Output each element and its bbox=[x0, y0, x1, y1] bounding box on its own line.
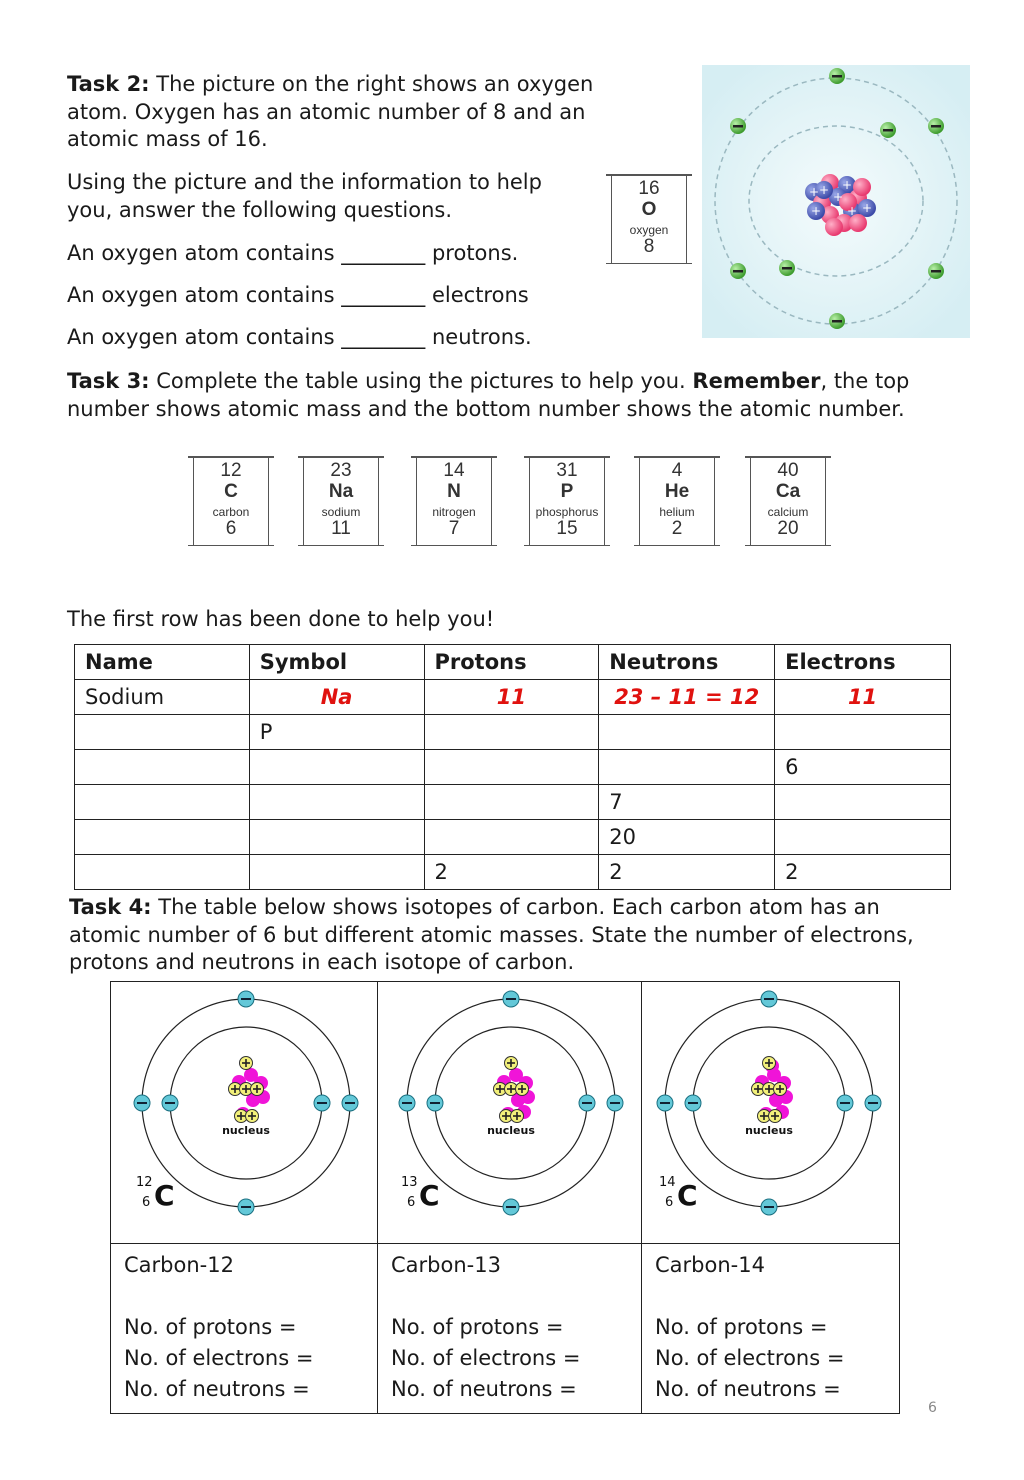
cell-symbol: Na bbox=[249, 680, 424, 715]
electron-icon bbox=[503, 1199, 519, 1215]
table-row bbox=[75, 785, 951, 820]
neutrons-label[interactable]: No. of neutrons = bbox=[655, 1377, 841, 1401]
task4-text: The table below shows isotopes of carbon. Each carbon atom has an atomic number of 6 but different atomic masses. State the number of electrons, protons and neutrons in each isotope of carbon. bbox=[69, 895, 914, 974]
cell-symbol[interactable] bbox=[249, 820, 424, 855]
task2-question-electrons: An oxygen atom contains ________ electrons bbox=[67, 283, 529, 307]
tile-symbol: He bbox=[664, 481, 690, 502]
cell-electrons[interactable]: 6 bbox=[775, 750, 951, 785]
cell-protons: 11 bbox=[424, 680, 599, 715]
svg-text:+: + bbox=[841, 178, 853, 192]
cell-neutrons: 23 – 11 = 12 bbox=[599, 680, 775, 715]
electron-icon bbox=[685, 1095, 701, 1111]
nucleus-label: nucleus bbox=[222, 1124, 270, 1137]
proton-icon bbox=[246, 1110, 259, 1123]
cell-protons[interactable] bbox=[424, 820, 599, 855]
task2-question-neutrons: An oxygen atom contains ________ neutrons. bbox=[67, 325, 532, 349]
task2-heading: Task 2: bbox=[67, 72, 150, 96]
cell-symbol[interactable]: P bbox=[249, 715, 424, 750]
isotope-table bbox=[110, 981, 900, 1414]
svg-text:+: + bbox=[808, 185, 820, 199]
proton-icon bbox=[769, 1110, 782, 1123]
electron-icon bbox=[761, 991, 777, 1007]
element-tile-nitrogen bbox=[416, 456, 492, 546]
electron-icon bbox=[314, 1095, 330, 1111]
isotope-mass-number: 13 bbox=[401, 1175, 418, 1190]
task4-instructions bbox=[69, 894, 949, 977]
cell-electrons[interactable]: 2 bbox=[775, 855, 951, 890]
tile-number: 20 bbox=[777, 518, 799, 539]
carbon-12-diagram bbox=[131, 990, 361, 1235]
electrons-label[interactable]: No. of electrons = bbox=[655, 1346, 845, 1370]
tile-number: 6 bbox=[225, 518, 237, 539]
tile-symbol: N bbox=[447, 481, 461, 502]
nucleus-label: nucleus bbox=[487, 1124, 535, 1137]
electrons-label[interactable]: No. of electrons = bbox=[391, 1346, 581, 1370]
svg-text:+: + bbox=[818, 183, 830, 197]
isotope-mass-number: 12 bbox=[136, 1175, 153, 1190]
task2-intro-text: The picture on the right shows an oxygen atom. Oxygen has an atomic number of 8 and an atomic mass of 16. bbox=[67, 72, 594, 151]
electron-icon bbox=[399, 1095, 415, 1111]
task3-text1: Complete the table using the pictures to help you. bbox=[149, 369, 693, 393]
task3-heading: Task 3: bbox=[67, 369, 150, 393]
electron-icon bbox=[162, 1095, 178, 1111]
svg-text:+: + bbox=[810, 204, 822, 218]
task2-instruction: Using the picture and the information to help you, answer the following questions. bbox=[67, 170, 542, 222]
cell-electrons: 11 bbox=[775, 680, 951, 715]
protons-label[interactable]: No. of protons = bbox=[391, 1315, 564, 1339]
isotope-mass-number: 14 bbox=[659, 1175, 676, 1190]
isotope-cell-carbon-13 bbox=[391, 1250, 580, 1405]
cell-symbol[interactable] bbox=[249, 750, 424, 785]
cell-name[interactable] bbox=[75, 855, 250, 890]
neutrons-label[interactable]: No. of neutrons = bbox=[391, 1377, 577, 1401]
header-protons: Protons bbox=[424, 645, 599, 680]
electron-icon bbox=[837, 1095, 853, 1111]
element-tile-phosphorus bbox=[529, 456, 605, 546]
proton-icon bbox=[505, 1057, 518, 1070]
tile-mass: 23 bbox=[330, 460, 352, 481]
tile-mass: 40 bbox=[777, 460, 799, 481]
svg-text:+: + bbox=[832, 190, 844, 204]
tile-symbol: C bbox=[224, 481, 238, 502]
tile-name: phosphorus bbox=[535, 505, 599, 519]
table-row bbox=[75, 750, 951, 785]
tile-symbol: O bbox=[641, 199, 657, 220]
task2-question-protons: An oxygen atom contains ________ protons. bbox=[67, 241, 519, 265]
proton-icon bbox=[251, 1083, 264, 1096]
oxygen-element-tile bbox=[611, 174, 687, 264]
isotope-symbol: C bbox=[154, 1179, 175, 1212]
cell-name[interactable] bbox=[75, 750, 250, 785]
cell-name[interactable] bbox=[75, 785, 250, 820]
electron-icon bbox=[427, 1095, 443, 1111]
cell-protons[interactable]: 2 bbox=[424, 855, 599, 890]
cell-symbol[interactable] bbox=[249, 785, 424, 820]
proton-icon bbox=[763, 1057, 776, 1070]
tile-mass: 14 bbox=[443, 460, 465, 481]
cell-electrons[interactable] bbox=[775, 820, 951, 855]
task3-instructions bbox=[67, 368, 947, 423]
proton-icon bbox=[516, 1083, 529, 1096]
tile-mass: 12 bbox=[220, 460, 242, 481]
tile-number: 2 bbox=[671, 518, 683, 539]
electron-icon bbox=[238, 991, 254, 1007]
task3-text2: , the top number shows atomic mass and the bottom number shows the atomic number. bbox=[67, 369, 910, 421]
tile-name: carbon bbox=[212, 505, 250, 519]
protons-label[interactable]: No. of protons = bbox=[124, 1315, 297, 1339]
header-symbol: Symbol bbox=[249, 645, 424, 680]
neutrons-label[interactable]: No. of neutrons = bbox=[124, 1377, 310, 1401]
cell-neutrons[interactable] bbox=[599, 715, 775, 750]
table-row bbox=[75, 820, 951, 855]
protons-label[interactable]: No. of protons = bbox=[655, 1315, 828, 1339]
header-name: Name bbox=[75, 645, 250, 680]
tile-symbol: P bbox=[560, 481, 574, 502]
isotope-symbol: C bbox=[419, 1179, 440, 1212]
element-tile-carbon bbox=[193, 456, 269, 546]
tile-mass: 16 bbox=[638, 178, 660, 199]
proton-icon bbox=[511, 1110, 524, 1123]
nucleus-label: nucleus bbox=[745, 1124, 793, 1137]
task4-heading: Task 4: bbox=[69, 895, 152, 919]
task2-intro bbox=[67, 71, 607, 154]
svg-text:+: + bbox=[861, 201, 873, 215]
isotope-title: Carbon-13 bbox=[391, 1253, 501, 1277]
tile-number: 8 bbox=[643, 236, 655, 257]
tile-name: oxygen bbox=[629, 223, 669, 237]
cell-symbol[interactable] bbox=[249, 855, 424, 890]
isotope-cell-carbon-12 bbox=[124, 1250, 313, 1405]
isotope-title: Carbon-12 bbox=[124, 1253, 234, 1277]
proton-icon bbox=[774, 1083, 787, 1096]
oxygen-atom-diagram bbox=[702, 65, 970, 338]
cell-name[interactable] bbox=[75, 820, 250, 855]
task3-note: The first row has been done to help you! bbox=[67, 607, 495, 631]
tile-symbol: Na bbox=[328, 481, 354, 502]
table-row bbox=[75, 715, 951, 750]
electron-icon bbox=[579, 1095, 595, 1111]
element-tile-calcium bbox=[750, 456, 826, 546]
table-row-example bbox=[75, 680, 951, 715]
header-electrons: Electrons bbox=[775, 645, 951, 680]
electron-icon bbox=[865, 1095, 881, 1111]
page-number: 6 bbox=[928, 1400, 937, 1416]
cell-name[interactable] bbox=[75, 715, 250, 750]
table-header-row bbox=[75, 645, 951, 680]
isotope-title: Carbon-14 bbox=[655, 1253, 765, 1277]
tile-name: sodium bbox=[321, 505, 361, 519]
tile-symbol: Ca bbox=[775, 481, 801, 502]
cell-protons[interactable] bbox=[424, 785, 599, 820]
isotope-atomic-number: 6 bbox=[142, 1195, 151, 1210]
cell-neutrons[interactable]: 7 bbox=[599, 785, 775, 820]
cell-name: Sodium bbox=[75, 680, 250, 715]
tile-name: helium bbox=[659, 505, 695, 519]
electrons-label[interactable]: No. of electrons = bbox=[124, 1346, 314, 1370]
tile-mass: 4 bbox=[671, 460, 683, 481]
tile-name: nitrogen bbox=[432, 505, 476, 519]
cell-protons[interactable] bbox=[424, 715, 599, 750]
cell-neutrons[interactable]: 20 bbox=[599, 820, 775, 855]
cell-electrons[interactable] bbox=[775, 785, 951, 820]
electron-icon bbox=[134, 1095, 150, 1111]
isotope-atomic-number: 6 bbox=[407, 1195, 416, 1210]
carbon-14-diagram bbox=[654, 990, 884, 1235]
electron-icon bbox=[342, 1095, 358, 1111]
proton-icon bbox=[240, 1057, 253, 1070]
electron-icon bbox=[238, 1199, 254, 1215]
task3-table bbox=[74, 644, 951, 890]
cell-neutrons[interactable]: 2 bbox=[599, 855, 775, 890]
tile-mass: 31 bbox=[556, 460, 578, 481]
carbon-13-diagram bbox=[396, 990, 626, 1235]
header-neutrons: Neutrons bbox=[599, 645, 775, 680]
svg-text:+: + bbox=[846, 204, 858, 218]
isotope-symbol: C bbox=[677, 1179, 698, 1212]
cell-electrons[interactable] bbox=[775, 715, 951, 750]
tile-number: 15 bbox=[556, 518, 578, 539]
element-tile-sodium bbox=[303, 456, 379, 546]
cell-protons[interactable] bbox=[424, 750, 599, 785]
isotope-atomic-number: 6 bbox=[665, 1195, 674, 1210]
electron-icon bbox=[761, 1199, 777, 1215]
tile-name: calcium bbox=[767, 505, 809, 519]
isotope-cell-carbon-14 bbox=[655, 1250, 844, 1405]
task3-remember: Remember bbox=[692, 369, 821, 393]
tile-number: 11 bbox=[331, 518, 351, 539]
tile-number: 7 bbox=[448, 518, 460, 539]
electron-icon bbox=[607, 1095, 623, 1111]
cell-neutrons[interactable] bbox=[599, 750, 775, 785]
electron-icon bbox=[657, 1095, 673, 1111]
table-row bbox=[75, 855, 951, 890]
element-tile-helium bbox=[639, 456, 715, 546]
electron-icon bbox=[503, 991, 519, 1007]
